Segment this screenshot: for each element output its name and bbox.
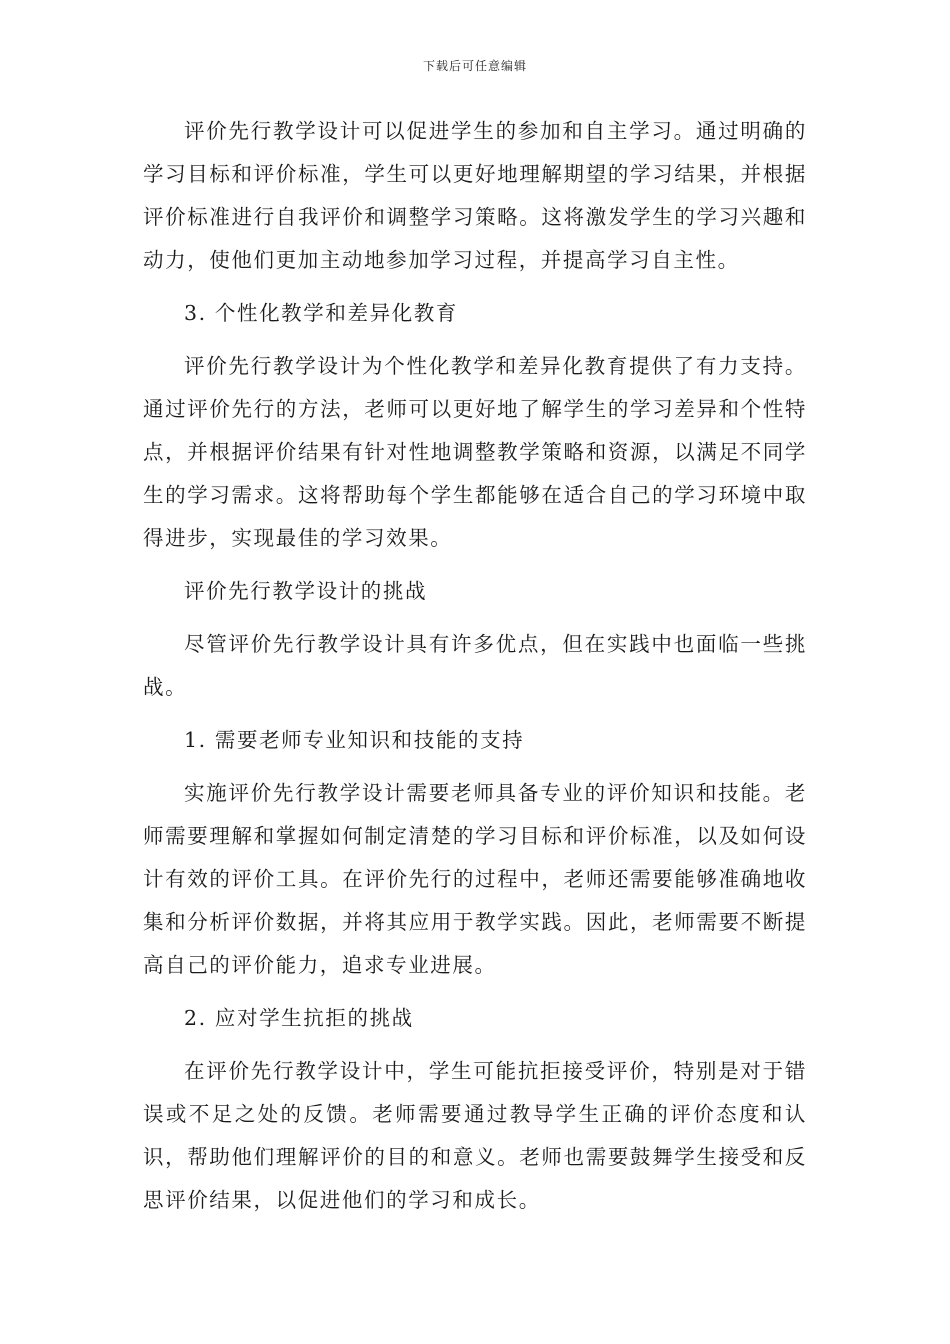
section-title-challenges: 评价先行教学设计的挑战 — [184, 579, 428, 603]
paragraph-challenges-intro: 尽管评价先行教学设计具有许多优点，但在实践中也面临一些挑战。 — [143, 632, 807, 699]
paragraph-participation: 评价先行教学设计可以促进学生的参加和自主学习。通过明确的学习目标和评价标准，学生可以更好地理解期望的学习结果，并根据评价标准进行自我评价和调整学习策略。这将激发学生的学习兴趣和动力，使他们更加主动地参加学习过程，并提高学习自主性。 — [143, 119, 807, 272]
heading-personalized-teaching: 3. 个性化教学和差异化教育 — [184, 301, 458, 325]
paragraph-student-resistance: 在评价先行教学设计中，学生可能抗拒接受评价，特别是对于错误或不足之处的反馈。老师需要通过教导学生正确的评价态度和认识，帮助他们理解评价的目的和意义。老师也需要鼓舞学生接受和反思评价结果，以促进他们的学习和成长。 — [143, 1059, 807, 1212]
document-body — [143, 110, 807, 1232]
paragraph-personalized-teaching: 评价先行教学设计为个性化教学和差异化教育提供了有力支持。通过评价先行的方法，老师可以更好地了解学生的学习差异和个性特点，并根据评价结果有针对性地调整教学策略和资源，以满足不同学生的学习需求。这将帮助每个学生都能够在适合自己的学习环境中取得进步，实现最佳的学习效果。 — [143, 354, 807, 550]
heading-student-resistance: 2. 应对学生抗拒的挑战 — [184, 1006, 414, 1030]
page-header-note: 下载后可任意编辑 — [422, 59, 527, 73]
paragraph-teacher-skills: 实施评价先行教学设计需要老师具备专业的评价知识和技能。老师需要理解和掌握如何制定清楚的学习目标和评价标准，以及如何设计有效的评价工具。在评价先行的过程中，老师还需要能够准确地收集和分析评价数据，并将其应用于教学实践。因此，老师需要不断提高自己的评价能力，追求专业进展。 — [143, 781, 807, 977]
heading-teacher-skills: 1. 需要老师专业知识和技能的支持 — [184, 728, 525, 752]
